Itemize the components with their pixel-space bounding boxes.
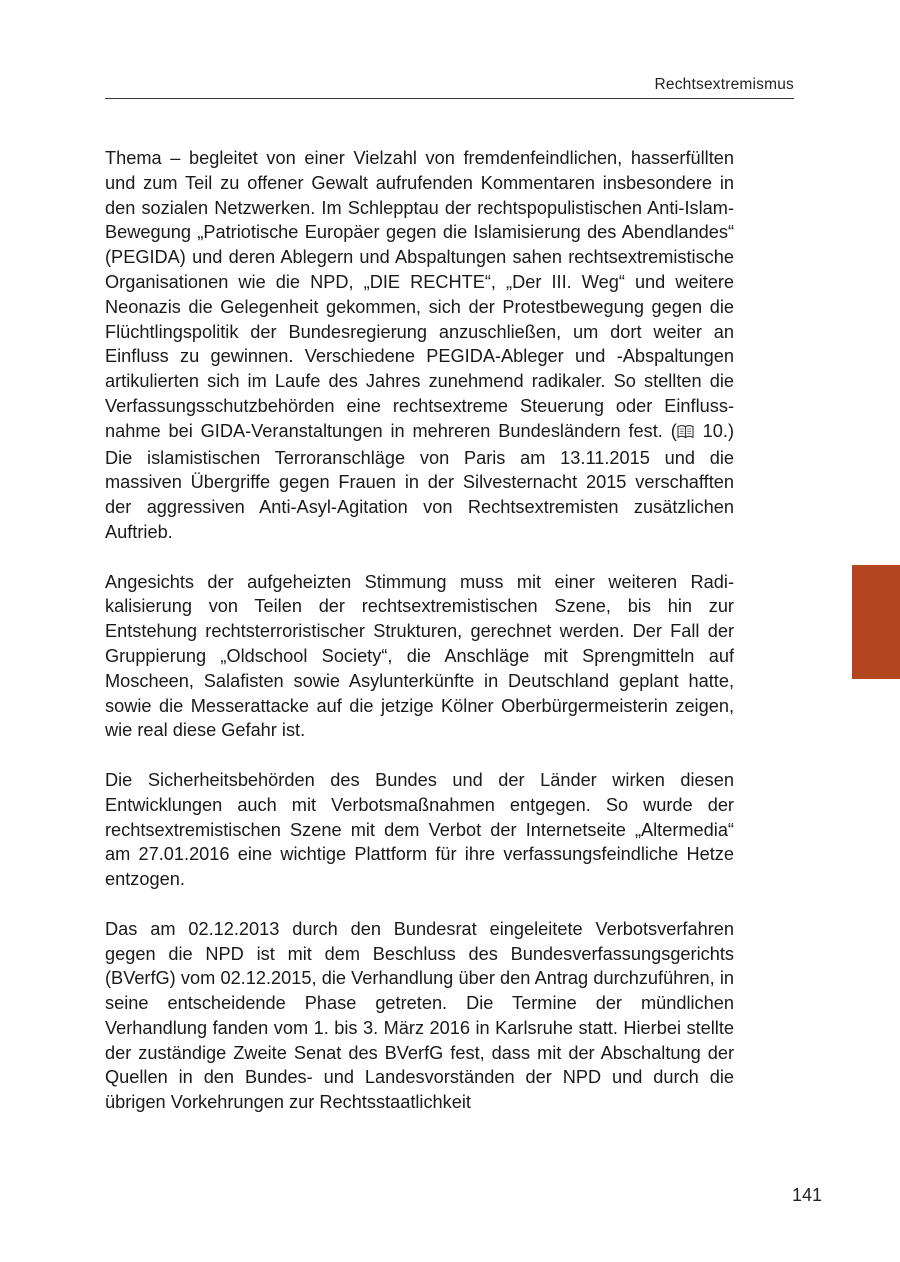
body-text [105,146,734,1140]
running-header [105,74,794,99]
paragraph [105,146,734,545]
paragraph-text-continued: Die islamistischen Terroranschläge von Paris am 13.11.2015 und die massiven Übergriffe gegen Frauen in der Silvesternacht 2015 verschafften der aggressiven Anti-Asyl-Agitation von Rechtsextremisten zusätzlichen Auftrieb. [105,447,734,542]
cross-reference: 10.) [702,420,734,441]
section-title: Rechtsextremismus [654,76,794,93]
page-number: 141 [792,1185,823,1205]
paragraph-text: Thema – begleitet von einer Vielzahl von fremdenfeindlichen, hasserfüllten und zum Teil zu offener Gewalt aufrufenden Kommentaren insbesondere in den sozialen Netzwerken. Im Schlepptau der rechtspopulistischen Anti-Islam-Bewegung „Patriotische Europäer gegen die Islamisierung des Abendlandes“ (PEGIDA) und deren Ablegern und Abspaltungen sahen rechtsextremistische Organisationen wie die NPD, „DIE RECHTE“, „Der III. Weg“ und weitere Neonazis die Gelegenheit gekommen, sich der Protestbewegung gegen die Flüchtlingspolitik der Bundesregierung anzuschließen, um dort weiter an Einfluss zu gewinnen. Verschiedene PEGIDA-Ableger und -Abspaltungen artikulierten sich im Laufe des Jahres zunehmend radikaler. So stellten die Verfassungsschutzbehörden eine rechtsextreme Steuerung oder Einflussnahme bei GIDA-Veranstaltungen in mehreren Bundesländern fest. ( [105,148,734,441]
paragraph: Das am 02.12.2013 durch den Bundesrat eingeleitete Verbotsverfahren gegen die NPD ist mit dem Beschluss des Bundesverfassungsgerichts (BVerfG) vom 02.12.2015, die Verhandlung über den Antrag durchzuführen, in seine entscheidende Phase getreten. Die Termine der mündlichen Verhandlung fanden vom 1. bis 3. März 2016 in Karlsruhe statt. Hierbei stellte der zuständige Zweite Senat des BVerfG fest, dass mit der Abschaltung der Quellen in den Bundes- und Landesvorständen der NPD und durch die übrigen Vorkehrungen zur Rechtsstaatlichkeit [105,918,734,1113]
paragraph: Angesichts der aufgeheizten Stimmung muss mit einer weiteren Radikalisierung von Teilen der rechtsextremistischen Szene, bis hin zur Entstehung rechtsterroristischer Strukturen, gerechnet werden. Der Fall der Gruppierung „Oldschool Society“, die Anschläge mit Sprengmitteln auf Moscheen, Salafisten sowie Asylunterkünfte in Deutschland geplant hatte, sowie die Messerattacke auf die jetzige Kölner Oberbürgermeisterin zeigen, wie real diese Gefahr ist. [105,571,734,741]
book-icon [677,421,694,446]
chapter-marker-tab [852,565,900,679]
paragraph: Die Sicherheitsbehörden des Bundes und der Länder wirken diesen Entwicklungen auch mit Verbotsmaßnahmen entgegen. So wurde der rechtsextremistischen Szene mit dem Verbot der Internetseite „Altermedia“ am 27.01.2016 eine wichtige Plattform für ihre verfassungsfeindliche Hetze entzogen. [105,769,734,890]
